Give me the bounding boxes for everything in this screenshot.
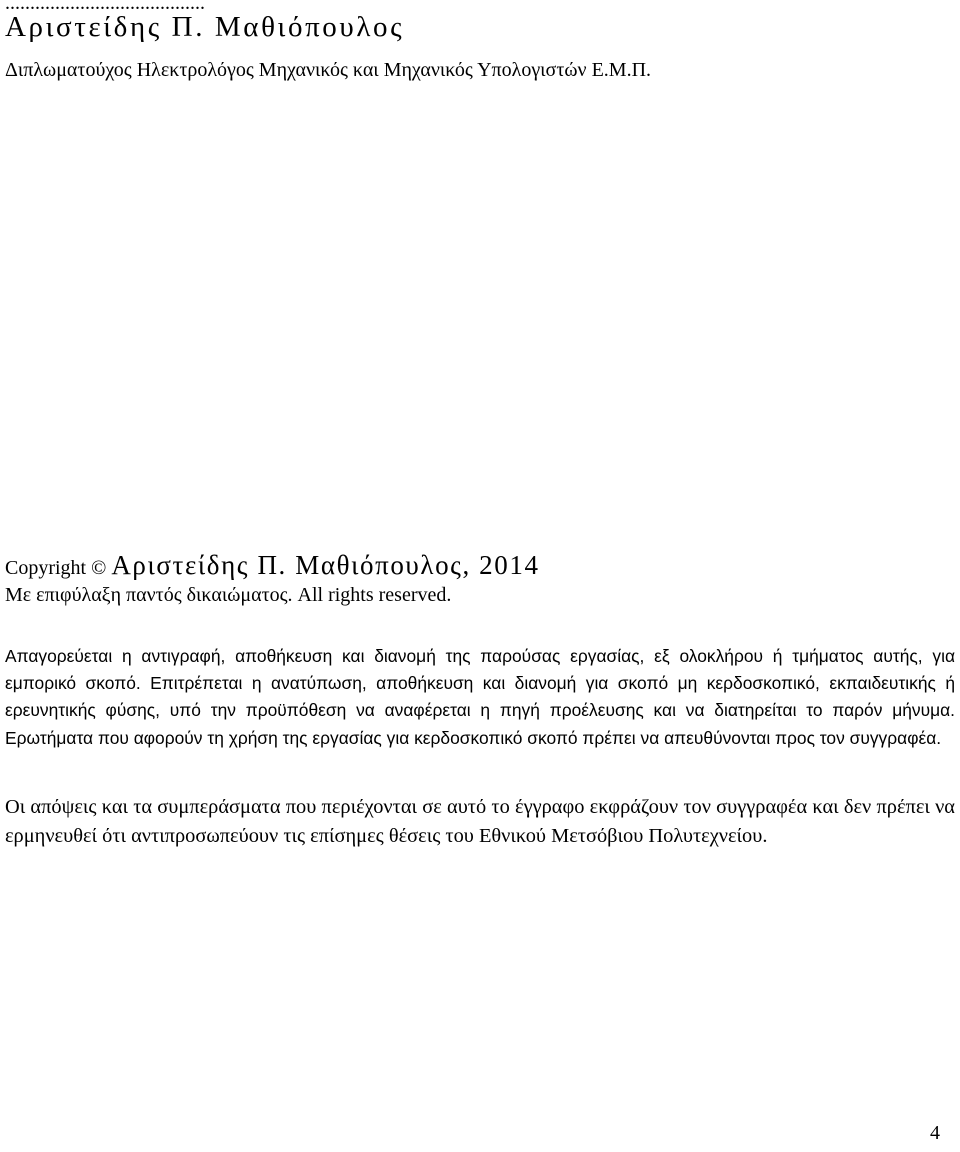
rights-reserved: Με επιφύλαξη παντός δικαιώματος. All rights reserved. — [5, 584, 452, 606]
author-name: Αριστείδης Π. Μαθιόπουλος — [5, 11, 405, 43]
author-degree: Διπλωματούχος Ηλεκτρολόγος Μηχανικός και Μηχανικός Υπολογιστών Ε.Μ.Π. — [5, 59, 652, 81]
copyright-line — [5, 550, 540, 581]
copy-restriction-paragraph: Απαγορεύεται η αντιγραφή, αποθήκευση και διανομή της παρούσας εργασίας, εξ ολοκλήρου ή τμήματος αυτής, για εμπορικό σκοπό. Επιτρέπεται η ανατύπωση, αποθήκευση και διανομή για σκοπό μη κερδοσκοπικό, εκπαιδευτικής ή ερευνητικής φύσης, υπό την προϋπόθεση να αναφέρεται η πηγή προέλευσης και να διατηρείται το παρόν μήνυμα. Ερωτήματα που αφορούν τη χρήση της εργασίας για κερδοσκοπικό σκοπό πρέπει να απευθύνονται προς τον συγγραφέα. — [5, 646, 955, 748]
page-number: 4 — [930, 1122, 940, 1144]
copyright-prefix: Copyright © — [5, 557, 107, 579]
signature-line: ........................................ — [5, 0, 205, 14]
disclaimer-paragraph: Οι απόψεις και τα συμπεράσματα που περιέχονται σε αυτό το έγγραφο εκφράζουν τον συγγραφέα και δεν πρέπει να ερμηνευθεί ότι αντιπροσωπεύουν τις επίσημες θέσεις του Εθνικού Μετσόβιου Πολυτεχνείου. — [5, 796, 955, 847]
copyright-holder: Αριστείδης Π. Μαθιόπουλος, 2014 — [111, 550, 540, 580]
